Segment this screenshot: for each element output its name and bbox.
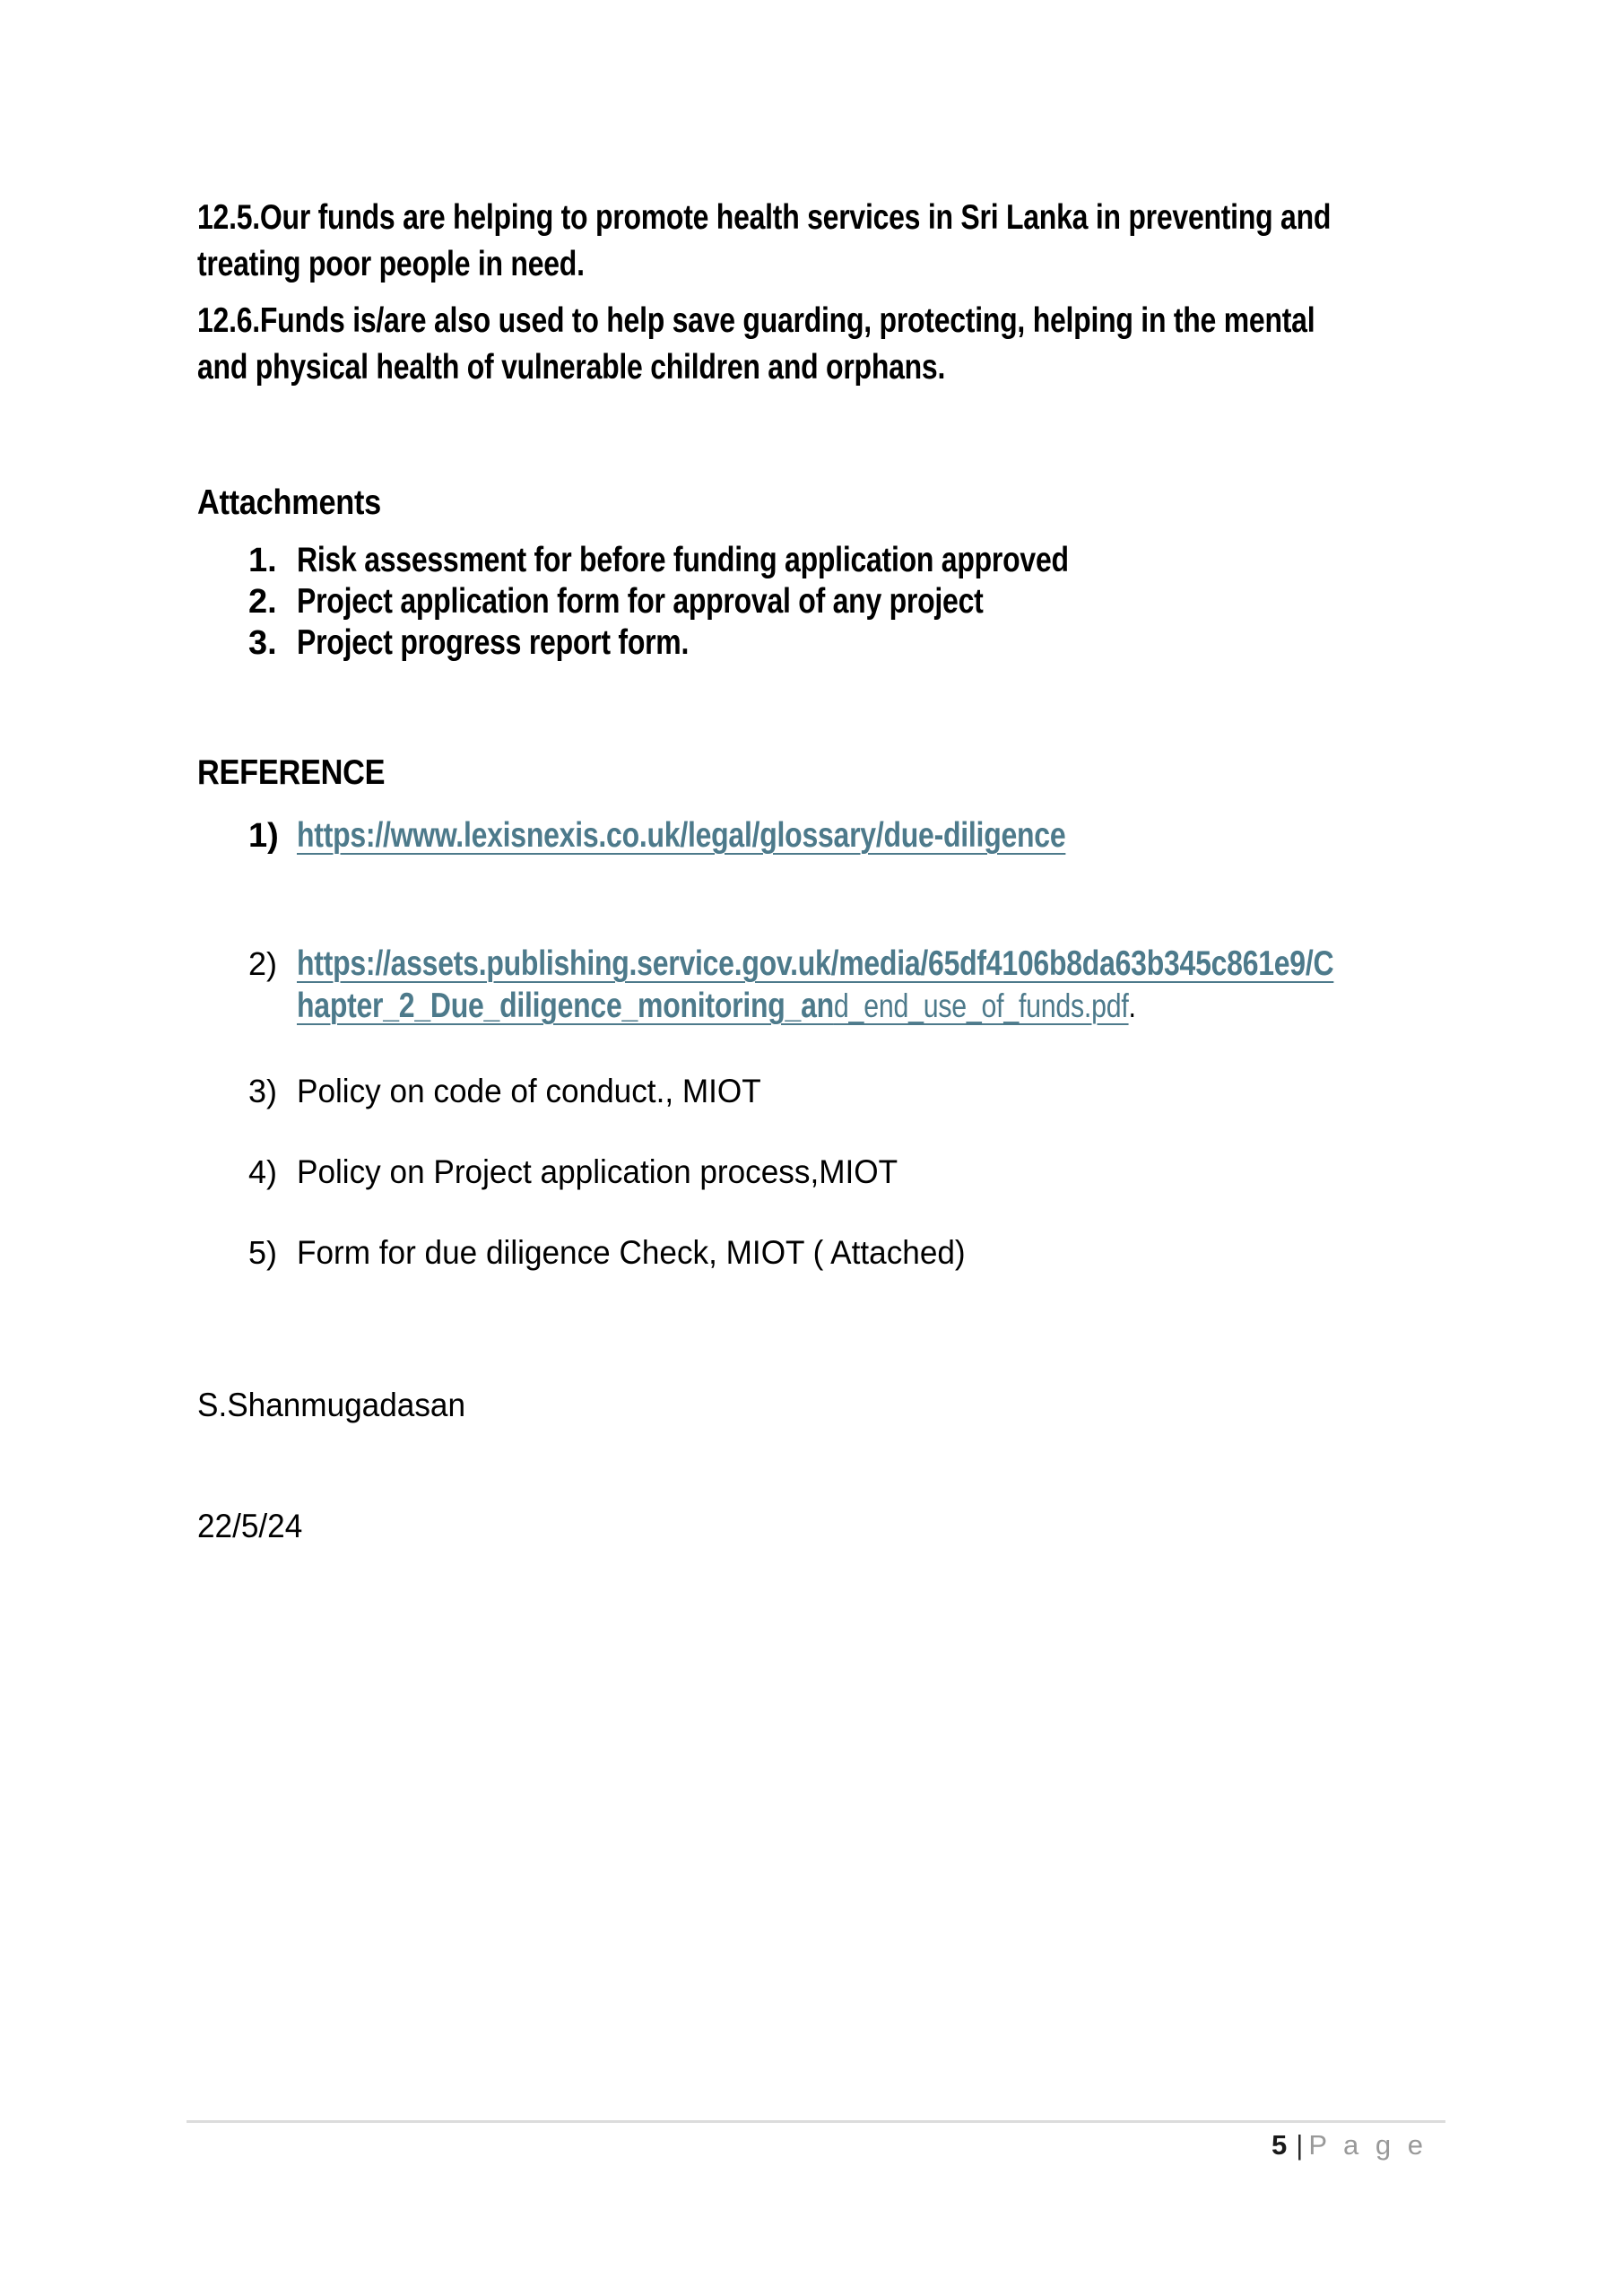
list-marker: 4) xyxy=(248,1153,278,1190)
reference-item-5 xyxy=(248,1231,1001,1274)
signature-name xyxy=(197,1384,480,1426)
paragraph-12-6 xyxy=(197,298,1560,391)
paragraph-12-5-line-2: treating poor people in need. xyxy=(197,245,585,283)
reference-item-3 xyxy=(248,1070,785,1112)
attachment-item-text: Project progress report form. xyxy=(297,623,690,662)
date-text: 22/5/24 xyxy=(197,1508,303,1544)
reference-link-gov-uk-line-1[interactable]: https://assets.publishing.service.gov.uk/media/65df4106b8da63b345c861e9/C xyxy=(297,944,1334,983)
list-marker: 5) xyxy=(248,1234,278,1271)
attachments-heading xyxy=(197,480,406,526)
paragraph-12-6-line-2: and physical health of vulnerable children and orphans. xyxy=(197,348,946,387)
attachments-list xyxy=(248,540,1238,664)
list-marker: 2. xyxy=(248,583,277,621)
footer-divider xyxy=(187,2120,1445,2123)
attachments-heading-text: Attachments xyxy=(197,483,381,522)
reference-link-gov-uk-line-2-bold[interactable]: hapter_2_Due_diligence_monitoring_an xyxy=(297,987,834,1025)
paragraph-12-5 xyxy=(197,195,1580,288)
page-number: 5 xyxy=(1271,2129,1288,2161)
page-footer xyxy=(187,2127,1428,2163)
attachment-item-text: Project application form for approval of any project xyxy=(297,582,984,621)
reference-item-text: Policy on code of conduct., MIOT xyxy=(297,1073,761,1109)
reference-link-lexisnexis[interactable]: https://www.lexisnexis.co.uk/legal/glossary/due-diligence xyxy=(297,816,1066,855)
signature-text: S.Shanmugadasan xyxy=(197,1387,466,1423)
reference-item-text: Policy on Project application process,MIOT xyxy=(297,1153,898,1190)
paragraph-12-5-line-1: 12.5.Our funds are helping to promote health services in Sri Lanka in preventing and xyxy=(197,198,1332,237)
reference-item-2 xyxy=(248,943,1561,1027)
reference-item-4 xyxy=(248,1151,929,1193)
reference-link-gov-uk-line-2-light[interactable]: d_end_use_of_funds.pdf xyxy=(833,987,1129,1024)
paragraph-12-6-line-1: 12.6.Funds is/are also used to help save guarding, protecting, helping in the mental xyxy=(197,301,1315,340)
reference-heading-text: REFERENCE xyxy=(197,753,386,792)
attachment-item-2 xyxy=(248,581,1238,622)
attachment-item-3 xyxy=(248,622,1238,664)
reference-heading xyxy=(197,750,411,796)
list-marker: 1. xyxy=(248,542,277,579)
reference-item-2-period: . xyxy=(1128,987,1136,1024)
list-marker: 3. xyxy=(248,624,277,662)
footer-page-label: P a g e xyxy=(1308,2129,1428,2161)
document-date xyxy=(197,1505,308,1547)
list-marker: 3) xyxy=(248,1073,278,1109)
list-marker: 2) xyxy=(248,945,278,982)
attachment-item-text: Risk assessment for before funding application approved xyxy=(297,541,1069,579)
reference-item-text: Form for due diligence Check, MIOT ( Attached) xyxy=(297,1234,966,1271)
attachment-item-1 xyxy=(248,540,1238,581)
reference-item-1 xyxy=(248,814,1235,857)
list-marker: 1) xyxy=(248,817,279,855)
footer-separator: | xyxy=(1296,2129,1304,2161)
